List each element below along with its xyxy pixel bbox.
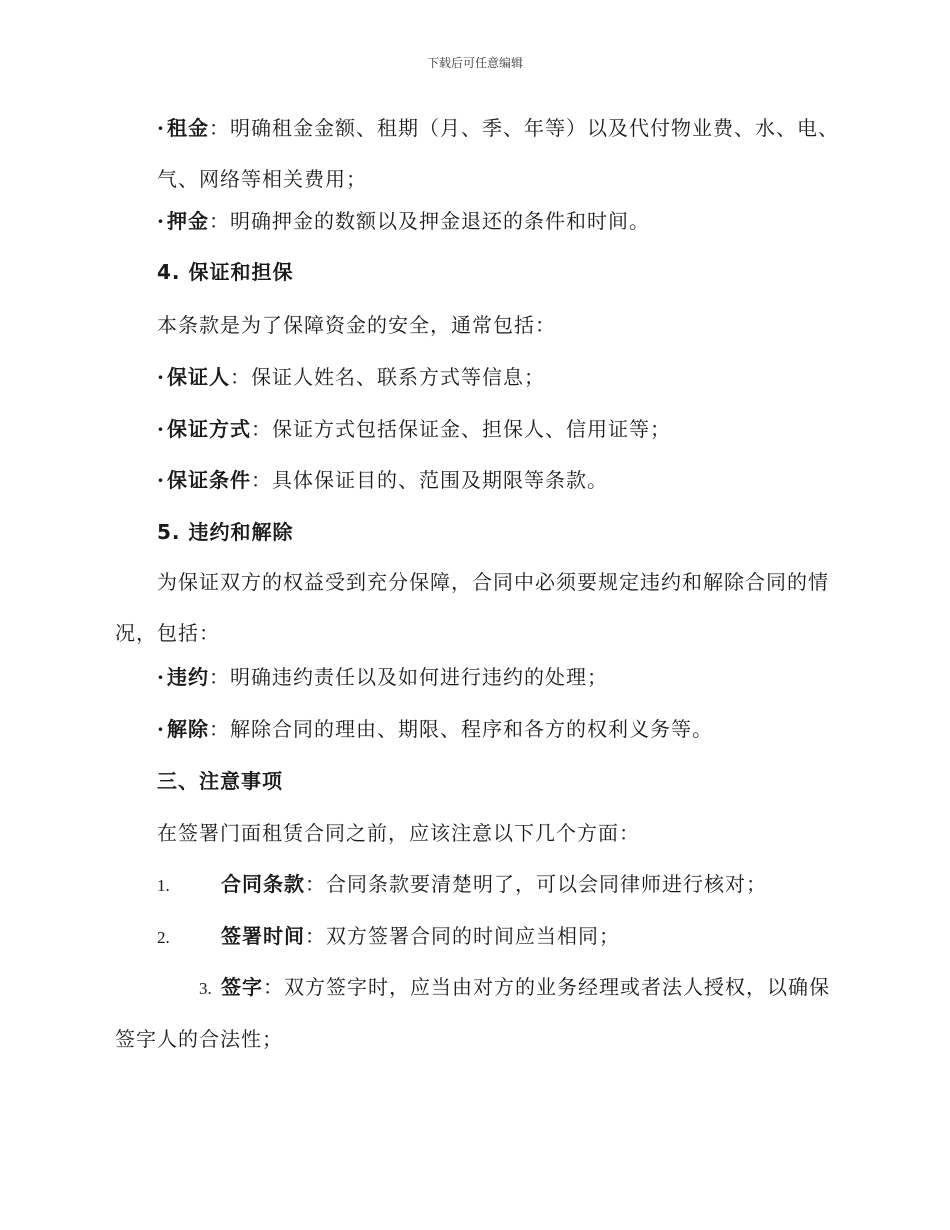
page-header: 下载后可任意编辑: [426, 56, 523, 70]
breach-label: 违约: [166, 665, 209, 689]
guarantor-item: [157, 364, 837, 390]
bullet: ·: [157, 717, 165, 741]
termination-item: [157, 716, 837, 742]
rent-item: [157, 103, 847, 205]
item-text: ：合同条款要清楚明了，可以会同律师进行核对；: [305, 872, 767, 896]
section-3-heading: 三、注意事项: [157, 769, 283, 793]
guarantor-label: 保证人: [166, 365, 230, 389]
section-5-intro: 为保证双方的权益受到充分保障，合同中必须要规定违约和解除合同的情况，包括：: [115, 570, 829, 645]
bullet: ·: [157, 417, 165, 441]
deposit-label: 押金: [166, 209, 209, 233]
rent-label: 租金: [166, 116, 209, 140]
breach-item: [157, 664, 837, 690]
deposit-item: [157, 208, 837, 234]
section-4-heading: 4. 保证和担保: [157, 260, 294, 284]
list-item-3: [115, 962, 835, 1065]
section-4-intro: 本条款是为了保障资金的安全，通常包括：: [157, 313, 556, 337]
item-label: 签署时间: [221, 924, 305, 948]
section-3-intro: 在签署门面租赁合同之前，应该注意以下几个方面：: [157, 821, 640, 845]
guarantee-terms-item: [157, 467, 837, 493]
deposit-text: ：明确押金的数额以及押金退还的条件和时间。: [208, 209, 650, 233]
bullet: ·: [157, 116, 165, 140]
item-number: 1.: [157, 876, 170, 895]
item-number: 2.: [157, 928, 170, 947]
section-5-heading: 5. 违约和解除: [157, 520, 294, 544]
item-text: ：双方签署合同的时间应当相同；: [305, 924, 620, 948]
rent-text: ：明确租金金额、租期（月、季、年等）以及代付物业费、水、电、气、网络等相关费用；: [157, 116, 839, 191]
bullet: ·: [157, 209, 165, 233]
item-label: 合同条款: [221, 872, 305, 896]
termination-label: 解除: [166, 717, 209, 741]
bullet: ·: [157, 365, 165, 389]
guarantee-terms-label: 保证条件: [166, 468, 251, 492]
item-label: 签字: [221, 975, 263, 999]
guarantor-text: ：保证人姓名、联系方式等信息；: [229, 365, 545, 389]
bullet: ·: [157, 665, 165, 689]
list-item-1: [157, 871, 837, 899]
item-number: 3.: [199, 979, 212, 998]
guarantee-terms-text: ：具体保证目的、范围及期限等条款。: [250, 468, 608, 492]
guarantee-method-label: 保证方式: [166, 417, 251, 441]
breach-text: ：明确违约责任以及如何进行违约的处理；: [208, 665, 608, 689]
bullet: ·: [157, 468, 165, 492]
termination-text: ：解除合同的理由、期限、程序和各方的权利义务等。: [208, 717, 713, 741]
guarantee-method-item: [157, 416, 837, 442]
list-item-2: [157, 923, 837, 951]
guarantee-method-text: ：保证方式包括保证金、担保人、信用证等；: [250, 417, 671, 441]
item-text: ：双方签字时，应当由对方的业务经理或者法人授权，以确保签字人的合法性；: [115, 975, 830, 1051]
